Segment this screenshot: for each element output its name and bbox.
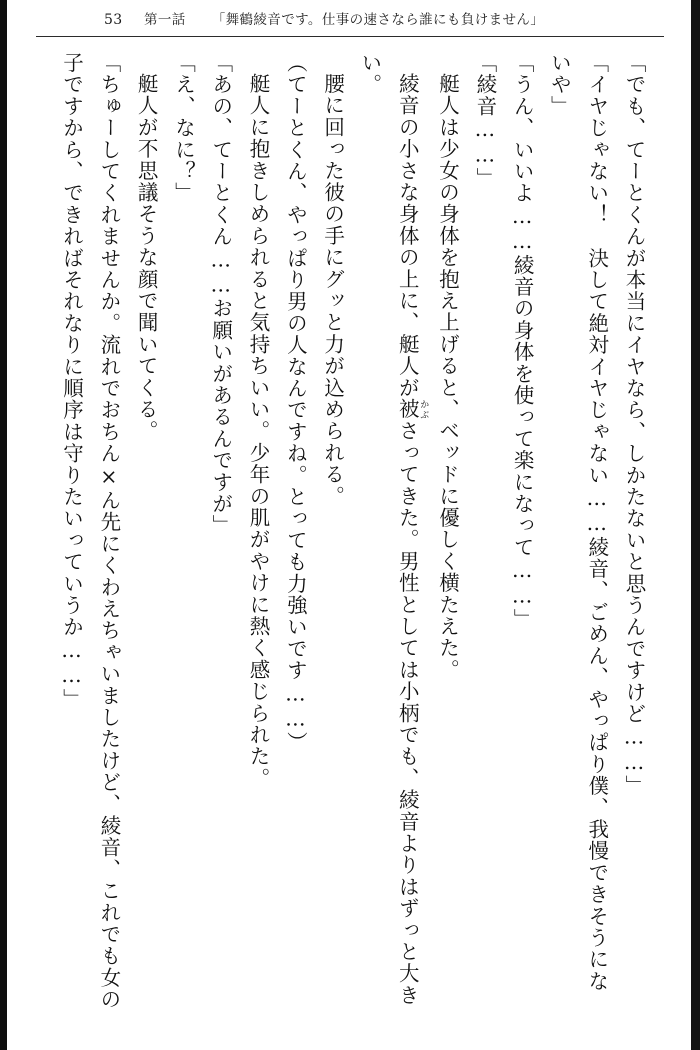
ruby-reading: かぶ — [418, 398, 429, 420]
paragraph: 「イヤじゃない！ 決して絶対イヤじゃない……綾音、ごめん、やっぱり僕、我慢できそうにないや」 — [547, 52, 609, 993]
header-divider — [36, 36, 664, 37]
paragraph: （てーとくん、やっぱり男の人なんですね。とっても力強いです……） — [283, 52, 308, 754]
ruby-base: 被 — [395, 398, 420, 420]
page-left-edge-shadow — [0, 0, 7, 1050]
paragraph-text-after-ruby: さってきた。男性としては小柄でも、綾音よりはずっと大きい。 — [357, 52, 420, 1006]
page-body — [40, 52, 652, 1012]
page-right-edge-shadow — [691, 0, 700, 1050]
chapter-label: 第一話 — [144, 12, 186, 28]
paragraph-text-before-ruby: 綾音の小さな身体の上に、艇人が — [395, 72, 420, 398]
page-number: 53 — [104, 12, 123, 28]
paragraph: 「あの、てーとくん……お願いがあるんですが」 — [208, 52, 233, 537]
paragraph: 腰に回った彼の手にグッと力が込められる。 — [320, 72, 345, 507]
paragraph: 「え、なに？」 — [171, 52, 196, 204]
running-title: 「舞鶴綾音です。仕事の速さなら誰にも負けません」 — [211, 12, 545, 28]
paragraph: 「綾音……」 — [472, 52, 497, 190]
ruby-annotation — [395, 398, 429, 420]
paragraph: 「でも、てーとくんが本当にイヤなら、しかたないと思うんですけど……」 — [622, 52, 646, 797]
paragraph: 「うん、いいよ……綾音の身体を使って楽になって……」 — [510, 52, 535, 631]
paragraph: 「ちゅーしてくれませんか。流れでおちん×ん先にくわえちゃいましたけど、綾音、これでも女の子ですから、できればそれなりに順序は守りたいっていうか……」 — [59, 52, 121, 1011]
paragraph: 艇人に抱きしめられると気持ちいい。少年の肌がやけに熱く感じられた。 — [246, 72, 271, 789]
running-header — [0, 8, 700, 34]
paragraph-with-ruby — [351, 52, 429, 1012]
paragraph: 艇人が不思議そうな顔で聞いてくる。 — [134, 72, 159, 442]
paragraph: 艇人は少女の身体を抱え上げると、ベッドに優しく横たえた。 — [435, 72, 460, 681]
